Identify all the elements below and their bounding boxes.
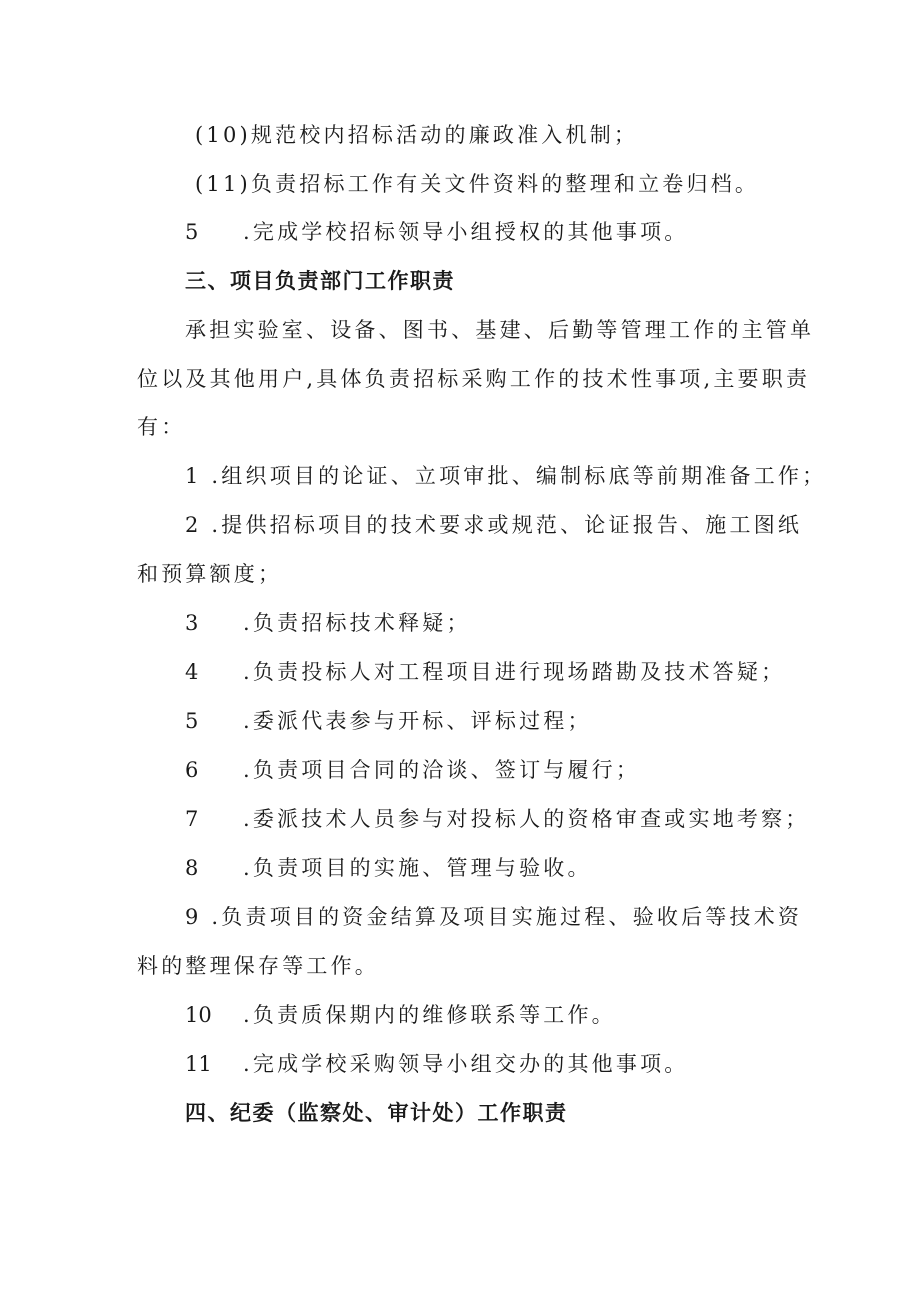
item-number: 8 xyxy=(185,856,199,880)
list-item xyxy=(185,217,688,247)
list-item xyxy=(185,755,640,785)
item-text: .负责项目的实施、管理与验收。 xyxy=(243,856,592,880)
item-text: .委派代表参与开标、评标过程； xyxy=(243,709,592,733)
list-item xyxy=(185,706,592,736)
item-number: 3 xyxy=(185,611,199,635)
list-item xyxy=(185,608,471,638)
list-item xyxy=(185,1000,616,1030)
item-number: 11 xyxy=(185,1052,212,1076)
item-number: 5 xyxy=(185,220,199,244)
item-text: .负责投标人对工程项目进行现场踏勘及技术答疑； xyxy=(243,660,786,684)
list-item xyxy=(185,657,785,687)
item-text: .完成学校招标领导小组授权的其他事项。 xyxy=(243,220,689,244)
item-number: 5 xyxy=(185,709,199,733)
list-item xyxy=(185,1049,688,1079)
list-item: 9 .负责项目的资金结算及项目实施过程、验收后等技术资 xyxy=(185,905,803,929)
item-text: .负责项目合同的洽谈、签订与履行； xyxy=(243,758,641,782)
item-number: 4 xyxy=(185,660,199,684)
section-heading: 三、项目负责部门工作职责 xyxy=(185,269,455,293)
list-item: 1 .组织项目的论证、立项审批、编制标底等前期准备工作； xyxy=(185,464,827,488)
paragraph-line: 承担实验室、设备、图书、基建、后勤等管理工作的主管单 xyxy=(185,318,815,342)
list-item: (10)规范校内招标活动的廉政准入机制； xyxy=(195,123,639,147)
item-text: .负责招标技术释疑； xyxy=(243,611,471,635)
list-item-continuation: 和预算额度； xyxy=(137,562,283,586)
list-item-continuation: 料的整理保存等工作。 xyxy=(137,954,379,978)
item-number: 6 xyxy=(185,758,199,782)
item-text: .完成学校采购领导小组交办的其他事项。 xyxy=(243,1052,689,1076)
paragraph-line: 有： xyxy=(137,415,186,439)
list-item xyxy=(185,804,809,834)
list-item: (11)负责招标工作有关文件资料的整理和立卷归档。 xyxy=(195,172,760,196)
list-item: 2 .提供招标项目的技术要求或规范、论证报告、施工图纸 xyxy=(185,513,803,537)
item-number: 7 xyxy=(185,807,199,831)
item-text: .负责质保期内的维修联系等工作。 xyxy=(243,1003,616,1027)
paragraph-line: 位以及其他用户,具体负责招标采购工作的技术性事项,主要职责 xyxy=(137,367,811,391)
item-number: 10 xyxy=(185,1003,212,1027)
section-heading: 四、纪委（监察处、审计处）工作职责 xyxy=(185,1101,568,1125)
list-item xyxy=(185,853,592,883)
item-text: .委派技术人员参与对投标人的资格审查或实地考察； xyxy=(243,807,810,831)
